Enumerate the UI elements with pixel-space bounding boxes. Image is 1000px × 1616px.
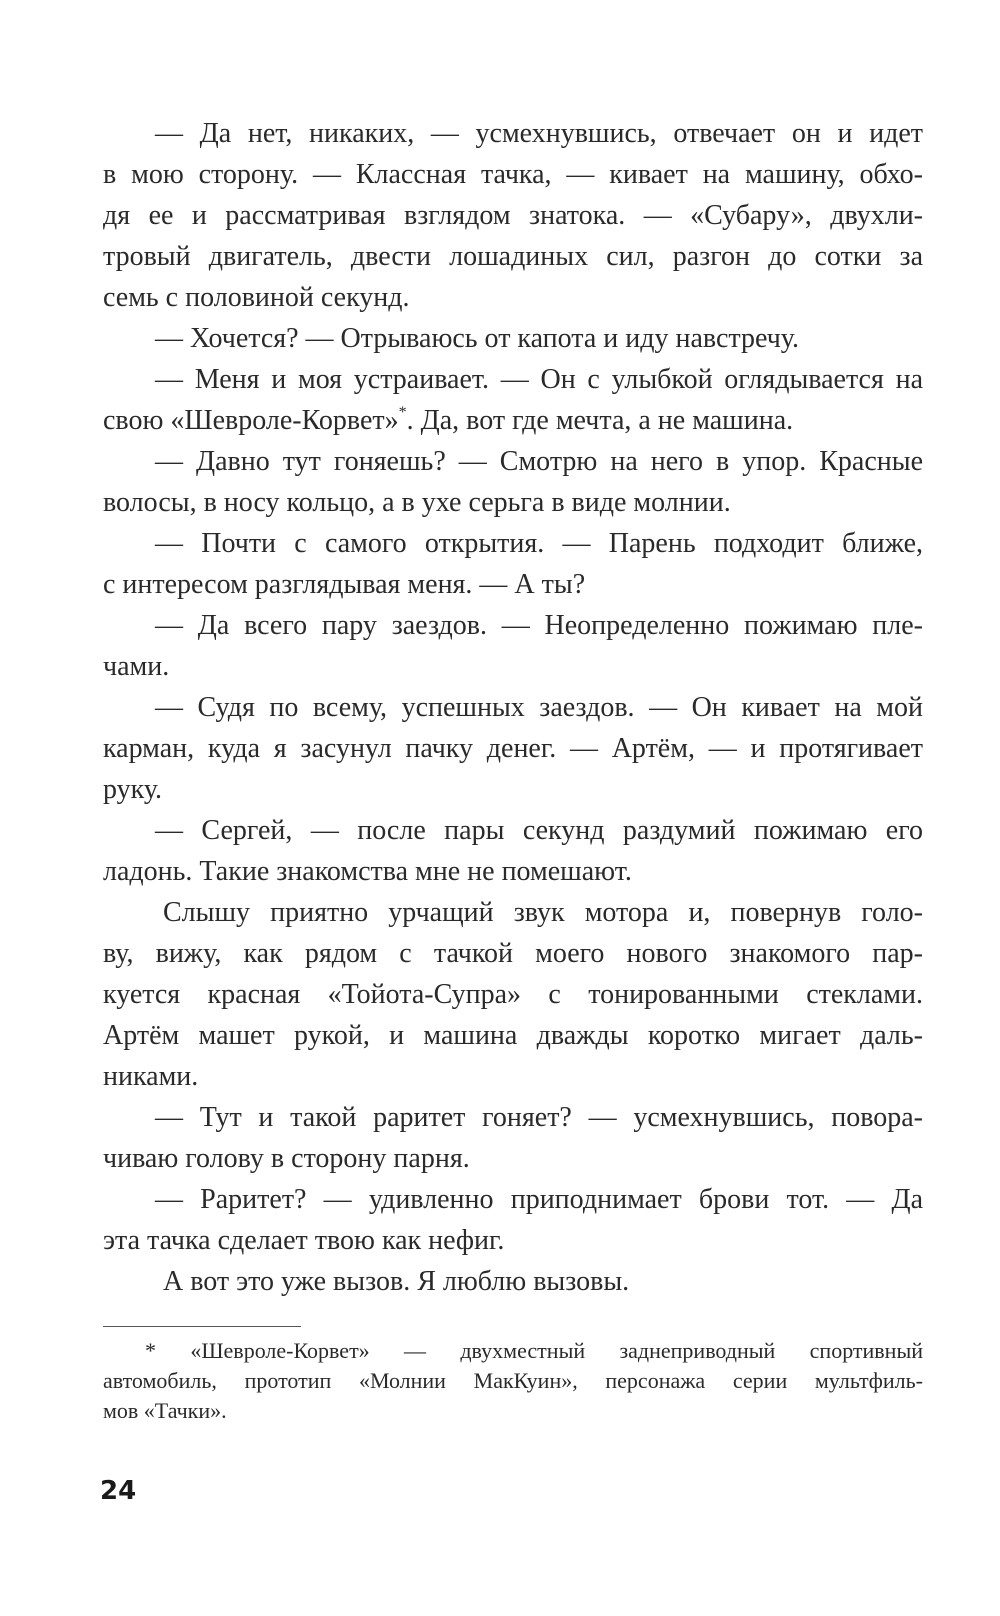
footnote bbox=[103, 1336, 923, 1426]
text-line: куется красная «Тойота-Супра» с тонированными стеклами. bbox=[103, 979, 923, 1010]
text-line: — Раритет? — удивленно приподнимает брови тот. — Да bbox=[155, 1184, 923, 1215]
text-line: тровый двигатель, двести лошадиных сил, разгон до сотки за bbox=[103, 241, 923, 272]
page-number: 24 bbox=[100, 1476, 137, 1506]
text-line: Артём машет рукой, и машина дважды коротко мигает даль- bbox=[103, 1020, 923, 1051]
text-line-with-footnote bbox=[103, 400, 923, 441]
text-line: в мою сторону. — Классная тачка, — кивает на машину, обхо- bbox=[103, 159, 923, 190]
text-line: — Да всего пару заездов. — Неопределенно пожимаю пле- bbox=[155, 610, 923, 641]
text-line: никами. bbox=[103, 1061, 199, 1092]
text-line: ву, вижу, как рядом с тачкой моего нового знакомого пар- bbox=[103, 938, 923, 969]
text-line: руку. bbox=[103, 774, 163, 805]
text-line: — Давно тут гоняешь? — Смотрю на него в упор. Красные bbox=[155, 446, 923, 477]
text-line: чиваю голову в сторону парня. bbox=[103, 1143, 470, 1174]
text-line: ладонь. Такие знакомства мне не помешают. bbox=[103, 856, 632, 887]
text-line: — Да нет, никаких, — усмехнувшись, отвечает он и идет bbox=[155, 118, 923, 149]
text-line: с интересом разглядывая меня. — А ты? bbox=[103, 569, 586, 600]
text-line: карман, куда я засунул пачку денег. — Артём, — и протягивает bbox=[103, 733, 923, 764]
text-line: — Тут и такой раритет гоняет? — усмехнувшись, повора- bbox=[155, 1102, 923, 1133]
text-line: чами. bbox=[103, 651, 170, 682]
text-line: — Судя по всему, успешных заездов. — Он кивает на мой bbox=[155, 692, 923, 723]
text-fragment: свою «Шевроле-Корвет» bbox=[103, 405, 399, 436]
text-line: волосы, в носу кольцо, а в ухе серьга в виде молнии. bbox=[103, 487, 731, 518]
text-line: Слышу приятно урчащий звук мотора и, повернув голо- bbox=[163, 897, 923, 928]
footnote-line: мов «Тачки». bbox=[103, 1398, 227, 1423]
main-text bbox=[103, 113, 923, 1302]
text-line: — Меня и моя устраивает. — Он с улыбкой оглядывается на bbox=[155, 364, 923, 395]
text-line: — Почти с самого открытия. — Парень подходит ближе, bbox=[155, 528, 923, 559]
text-fragment: . Да, вот где мечта, а не машина. bbox=[406, 405, 794, 436]
footnote-divider bbox=[103, 1326, 301, 1327]
text-line: дя ее и рассматривая взглядом знатока. — «Субару», двухли- bbox=[103, 200, 923, 231]
footnote-line: автомобиль, прототип «Молнии МакКуин», персонажа серии мультфиль- bbox=[103, 1368, 923, 1393]
text-line: — Хочется? — Отрываюсь от капота и иду навстречу. bbox=[155, 323, 799, 354]
footnote-marker: * bbox=[398, 404, 407, 421]
text-line: А вот это уже вызов. Я люблю вызовы. bbox=[163, 1266, 630, 1297]
footnote-text: «Шевроле-Корвет» — двухместный заднеприводный спортивный bbox=[190, 1338, 924, 1363]
footnote-line bbox=[103, 1336, 923, 1366]
text-line: эта тачка сделает твою как нефиг. bbox=[103, 1225, 505, 1256]
footnote-marker: * bbox=[145, 1338, 156, 1363]
text-line: — Сергей, — после пары секунд раздумий пожимаю его bbox=[155, 815, 923, 846]
text-line: семь с половиной секунд. bbox=[103, 282, 410, 313]
